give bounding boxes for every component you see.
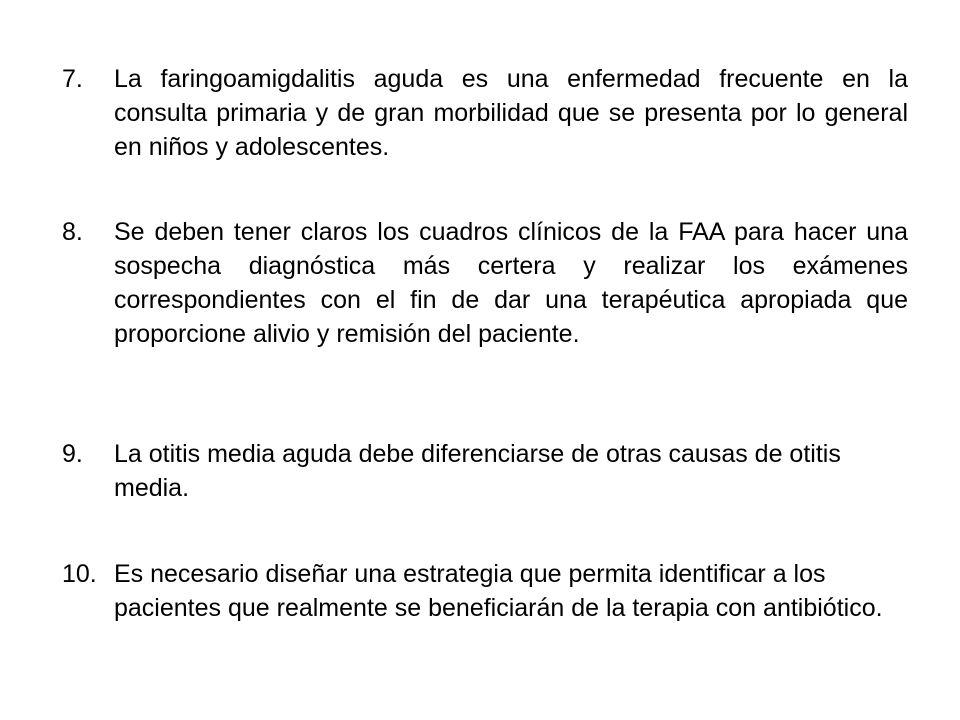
list-item xyxy=(62,62,908,164)
item-number: 10. xyxy=(62,560,97,588)
item-text: La faringoamigdalitis aguda es una enfermedad frecuente en la consulta primaria y de gran morbilidad que se presenta por lo general en niños y adolescentes. xyxy=(114,65,908,161)
item-number: 7. xyxy=(62,65,83,93)
list-item xyxy=(62,215,908,351)
item-text: Se deben tener claros los cuadros clínicos de la FAA para hacer una sospecha diagnóstica más certera y realizar los exámenes correspondientes con el fin de dar una terapéutica apropiada que proporcione alivio y remisión del paciente. xyxy=(114,218,908,348)
item-number: 8. xyxy=(62,218,83,246)
item-number: 9. xyxy=(62,440,83,468)
item-text: Es necesario diseñar una estrategia que permita identificar a los pacientes que realmente se beneficiarán de la terapia con antibiótico. xyxy=(114,560,883,622)
list-item xyxy=(62,437,908,505)
list-item xyxy=(62,557,908,625)
item-text: La otitis media aguda debe diferenciarse de otras causas de otitis media. xyxy=(114,440,841,502)
